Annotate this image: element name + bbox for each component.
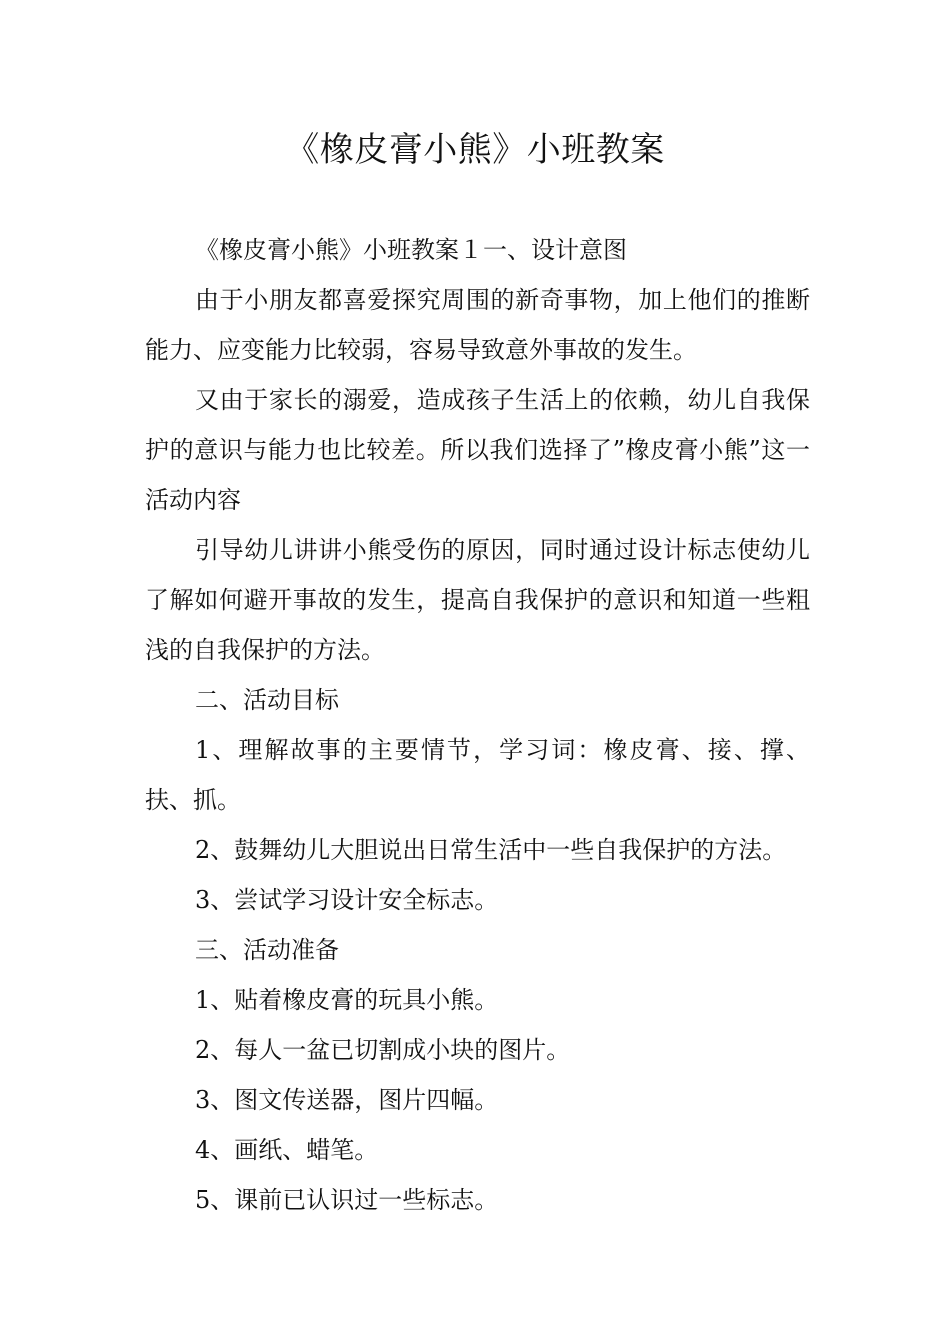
document-title: 《橡皮膏小熊》小班教案 — [285, 130, 665, 170]
list-item: 4、画纸、蜡笔。 — [195, 1136, 379, 1164]
paragraph: 又由于家长的溺爱，造成孩子生活上的依赖，幼儿自我保护的意识与能力也比较差。所以我们选择了”橡皮膏小熊”这一活动内容 — [145, 386, 810, 514]
list-item: 5、课前已认识过一些标志。 — [195, 1186, 499, 1214]
paragraph-design-intent-heading: 《橡皮膏小熊》小班教案１一、设计意图 — [195, 236, 627, 264]
paragraph: 由于小朋友都喜爱探究周围的新奇事物，加上他们的推断能力、应变能力比较弱，容易导致意外事故的发生。 — [145, 286, 810, 364]
list-item: 1、理解故事的主要情节，学习词：橡皮膏、接、撑、扶、抓。 — [145, 736, 810, 814]
list-item: 2、每人一盆已切割成小块的图片。 — [195, 1036, 571, 1064]
list-item: 2、鼓舞幼儿大胆说出日常生活中一些自我保护的方法。 — [195, 836, 787, 864]
list-item: 3、尝试学习设计安全标志。 — [195, 886, 499, 914]
list-item: 1、贴着橡皮膏的玩具小熊。 — [195, 986, 499, 1014]
section-heading-activity-preparation: 三、活动准备 — [195, 936, 339, 964]
paragraph: 引导幼儿讲讲小熊受伤的原因，同时通过设计标志使幼儿了解如何避开事故的发生，提高自我保护的意识和知道一些粗浅的自我保护的方法。 — [145, 536, 810, 664]
list-item: 3、图文传送器，图片四幅。 — [195, 1086, 499, 1114]
document-body — [145, 225, 810, 1225]
section-heading-activity-goals: 二、活动目标 — [195, 686, 339, 714]
